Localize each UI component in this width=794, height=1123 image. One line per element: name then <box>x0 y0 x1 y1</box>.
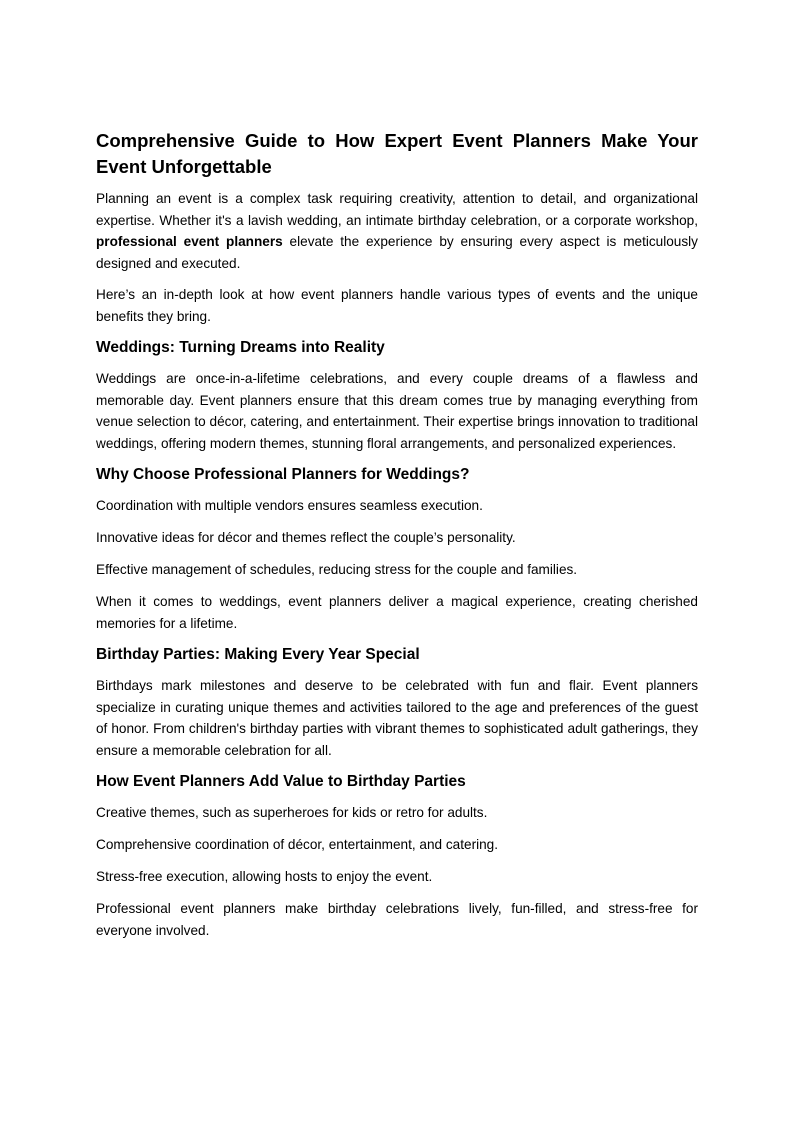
why-weddings-item: Effective management of schedules, reducing stress for the couple and families. <box>96 562 578 577</box>
intro-text-end: elevate the experience by ensuring every aspect is meticulously designed and executed. <box>96 234 698 271</box>
why-weddings-heading: Why Choose Professional Planners for Weddings? <box>96 466 470 483</box>
intro-paragraph <box>96 188 698 274</box>
intro-text-start: Planning an event is a complex task requiring creativity, attention to detail, and organizational expertise. Whether it's a lavish wedding, an intimate birthday celebration, or a corporate workshop, <box>96 191 698 228</box>
document-page <box>96 128 698 951</box>
value-birthdays-heading: How Event Planners Add Value to Birthday Parties <box>96 773 466 790</box>
value-birthdays-item: Stress-free execution, allowing hosts to enjoy the event. <box>96 869 433 884</box>
document-title: Comprehensive Guide to How Expert Event Planners Make Your Event Unforgettable <box>96 130 698 177</box>
intro-bold-phrase: professional event planners <box>96 234 283 249</box>
value-birthdays-item: Comprehensive coordination of décor, entertainment, and catering. <box>96 837 499 852</box>
why-weddings-item: Innovative ideas for décor and themes reflect the couple’s personality. <box>96 530 516 545</box>
value-birthdays-item: Creative themes, such as superheroes for kids or retro for adults. <box>96 805 488 820</box>
birthdays-paragraph: Birthdays mark milestones and deserve to be celebrated with fun and flair. Event planners specialize in curating unique themes and activities tailored to the age and preferences of the guest of honor. From children's birthday parties with vibrant themes to sophisticated adult gatherings, they ensure a memorable celebration for all. <box>96 678 698 758</box>
birthdays-heading: Birthday Parties: Making Every Year Special <box>96 646 420 663</box>
weddings-heading: Weddings: Turning Dreams into Reality <box>96 339 385 356</box>
birthdays-closing-paragraph: Professional event planners make birthday celebrations lively, fun-filled, and stress-free for everyone involved. <box>96 901 698 938</box>
intro-overview-paragraph: Here’s an in-depth look at how event planners handle various types of events and the unique benefits they bring. <box>96 287 698 324</box>
weddings-closing-paragraph: When it comes to weddings, event planners deliver a magical experience, creating cherished memories for a lifetime. <box>96 594 698 631</box>
why-weddings-item: Coordination with multiple vendors ensures seamless execution. <box>96 498 483 513</box>
weddings-paragraph: Weddings are once-in-a-lifetime celebrations, and every couple dreams of a flawless and memorable day. Event planners ensure that this dream comes true by managing everything from venue selection to décor, catering, and entertainment. Their expertise brings innovation to traditional weddings, offering modern themes, stunning floral arrangements, and personalized experiences. <box>96 371 698 451</box>
